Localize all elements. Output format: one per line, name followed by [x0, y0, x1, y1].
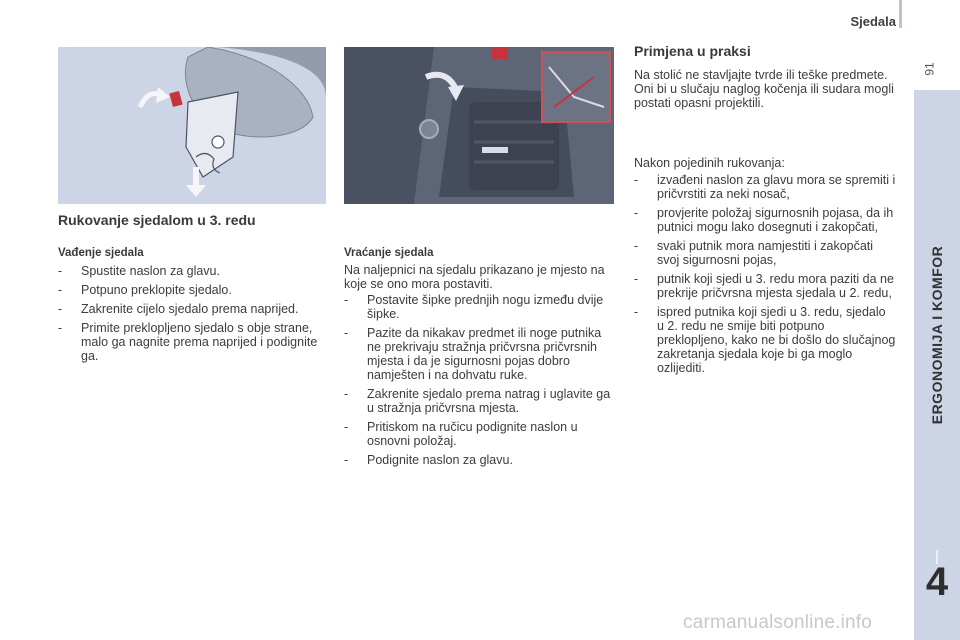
- list-item: - Pazite da nikakav predmet ili noge putnika ne prekrivaju stražnja pričvrsna pričvrsnih mjesta i da je sigurnosni pojas dobro namješten i na dohvatu ruke.: [344, 326, 616, 382]
- seat-removal-illustration: [58, 47, 326, 204]
- section-heading-third-row: Rukovanje sjedalom u 3. redu: [58, 212, 256, 228]
- running-header: Sjedala: [850, 14, 896, 29]
- list-item: - Spustite naslon za glavu.: [58, 264, 326, 278]
- list-item: - ispred putnika koji sjedi u 3. redu, sjedalo u 2. redu ne smije biti potpuno preklopljeno, kako ne bi došlo do slučajnog zakretanja sjedala koje bi ga moglo ozlijediti.: [634, 305, 896, 375]
- list-item: - Pritiskom na ručicu podignite naslon u osnovni položaj.: [344, 420, 616, 448]
- chapter-number: 4: [925, 560, 949, 604]
- list-item: - Zakrenite sjedalo prema natrag i uglavite ga u stražnja pričvrsna mjesta.: [344, 387, 616, 415]
- practice-intro: Nakon pojedinih rukovanja:: [634, 156, 785, 170]
- removal-steps-list: [58, 264, 326, 368]
- list-item: - Potpuno preklopite sjedalo.: [58, 283, 326, 297]
- list-item: - Zakrenite cijelo sjedalo prema naprijed.: [58, 302, 326, 316]
- list-item: - izvađeni naslon za glavu mora se spremiti i pričvrstiti za neki nosač,: [634, 173, 896, 201]
- lever-icon: [169, 91, 182, 107]
- seat-anchorage-illustration: [344, 47, 614, 204]
- watermark: carmanualsonline.info: [683, 612, 873, 633]
- practice-list: [634, 173, 896, 380]
- list-item: - Podignite naslon za glavu.: [344, 453, 616, 467]
- list-item: - provjerite položaj sigurnosnih pojasa, da ih putnici mogu lako dosegnuti i zakopčati,: [634, 206, 896, 234]
- page-number: 91: [922, 62, 937, 76]
- refitting-steps-list: [344, 293, 616, 472]
- list-item: - Postavite šipke prednjih nogu između dvije šipke.: [344, 293, 616, 321]
- curved-arrow-icon: [140, 87, 170, 107]
- list-item: - putnik koji sjedi u 3. redu mora paziti da ne prekrije pričvrsna mjesta sjedala u 2. redu,: [634, 272, 896, 300]
- chapter-tab: [914, 90, 960, 640]
- section-heading-practice: Primjena u praksi: [634, 43, 751, 59]
- list-item: - svaki putnik mora namjestiti i zakopčati svoj sigurnosni pojas,: [634, 239, 896, 267]
- subheading-removal: Vađenje sjedala: [58, 247, 144, 259]
- list-item: - Primite preklopljeno sjedalo s obje strane, malo ga nagnite prema naprijed i podignite ga.: [58, 321, 326, 363]
- subheading-refitting: Vraćanje sjedala: [344, 247, 434, 259]
- chapter-tab-label: ERGONOMIJA I KOMFOR: [929, 245, 945, 425]
- warning-paragraph: Na stolić ne stavljajte tvrde ili teške predmete. Oni bi u slučaju naglog kočenja ili sudara mogli postati opasni projektili.: [634, 68, 894, 110]
- refitting-intro: Na naljepnici na sjedalu prikazano je mjesto na koje se ono mora postaviti.: [344, 263, 605, 291]
- header-rule: [899, 0, 902, 28]
